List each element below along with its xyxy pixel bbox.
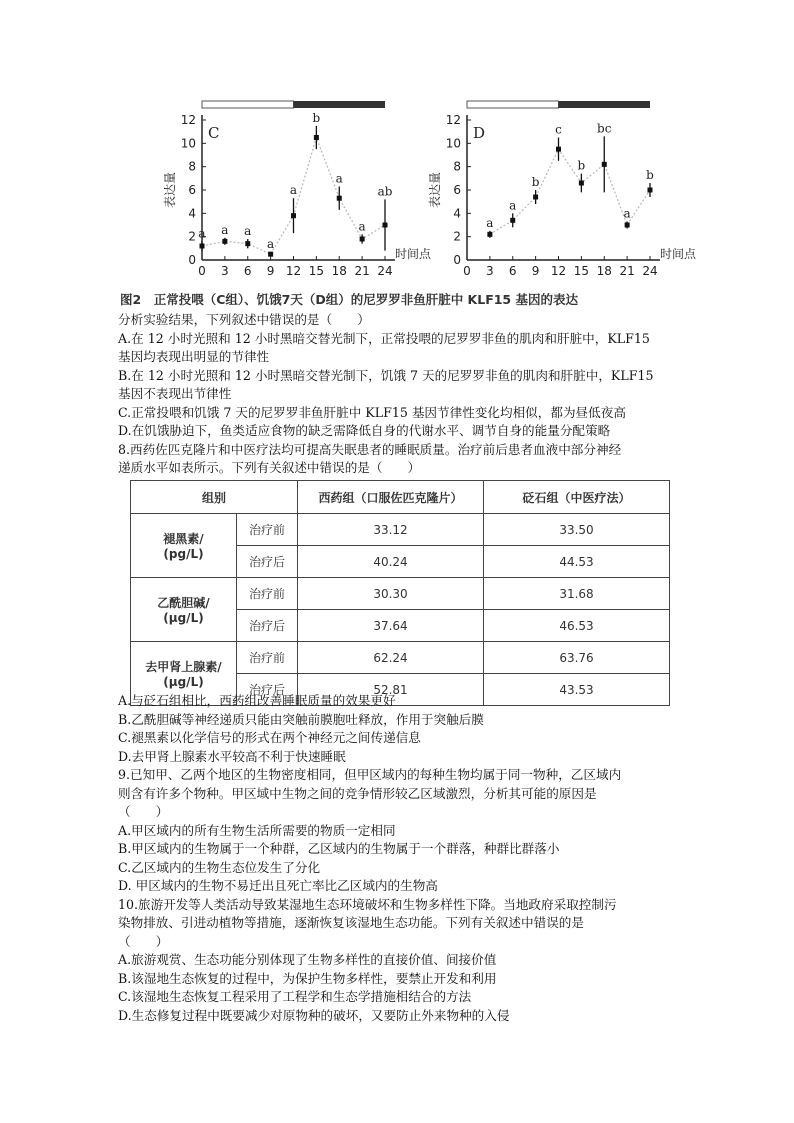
q7-option-b-cont: 基因不表现出节律性: [118, 386, 232, 401]
q10-option-b: B.该湿地生态恢复的过程中，为保护生物多样性，要禁止开发和利用: [118, 970, 497, 986]
stone-after: 44.53: [484, 546, 670, 578]
significance-label: a: [486, 215, 494, 230]
light-period-bar: [202, 101, 294, 108]
significance-label: ab: [377, 184, 393, 199]
west-before: 30.30: [298, 578, 484, 610]
figure-caption: 图2 正常投喂（C组）、饥饿7天（D组）的尼罗罗非鱼肝脏中 KLF15 基因的表达: [120, 292, 578, 307]
q8-stem-1: 8.西药佐匹克隆片和中医疗法均可提高失眠患者的睡眠质量。治疗前后患者血液中部分神经: [118, 441, 622, 457]
west-after: 37.64: [298, 610, 484, 642]
phase-before: 治疗前: [237, 514, 298, 546]
data-point: [245, 241, 250, 246]
data-point: [268, 252, 273, 257]
x-tick-label: 15: [573, 264, 590, 278]
q9-option-c: C.乙区域内的生物生态位发生了分化: [118, 859, 321, 875]
x-tick-label: 12: [285, 264, 302, 278]
panel-label: C: [208, 124, 220, 142]
phase-after: 治疗后: [237, 674, 298, 706]
x-tick-label: 21: [354, 264, 370, 278]
x-tick-label: 9: [266, 264, 275, 278]
row-unit: (pg/L): [163, 547, 204, 561]
significance-label: a: [244, 224, 252, 238]
stone-before: 63.76: [484, 642, 670, 674]
q7-option-b: B.在 12 小时光照和 12 小时黑暗交替光制下，饥饿 7 天的尼罗罗非鱼的肌肉和肝脏中，KLF15: [118, 367, 654, 383]
y-axis-label: 表达量: [163, 171, 177, 209]
data-point: [383, 223, 388, 228]
west-after: 52.81: [298, 674, 484, 706]
row-name-label: 褪黑素/: [163, 532, 204, 546]
data-point: [648, 188, 653, 193]
phase-after: 治疗后: [237, 546, 298, 578]
q10-stem-3: （ ）: [118, 933, 169, 949]
x-tick-label: 0: [198, 264, 206, 278]
y-tick-label: 2: [188, 229, 196, 244]
x-tick-label: 9: [531, 264, 540, 278]
x-tick-label: 6: [508, 264, 517, 278]
significance-label: b: [646, 168, 654, 182]
data-point: [360, 237, 365, 242]
header-west: 西药组（口服佐匹克隆片）: [298, 481, 484, 514]
q7-stem: 分析实验结果，下列叙述中错误的是（ ）: [118, 312, 370, 327]
y-tick-label: 6: [453, 183, 461, 197]
header-stone: 砭石组（中医疗法）: [484, 481, 670, 514]
x-tick-label: 12: [550, 264, 567, 278]
significance-label: b: [531, 175, 540, 189]
question-7: [118, 311, 678, 478]
q8-option-a: A.与砭石组相比，西药组改善睡眠质量的效果更好: [118, 693, 396, 708]
header-group: 组别: [131, 481, 298, 514]
x-tick-label: 18: [331, 264, 347, 278]
dark-period-bar: [559, 101, 651, 108]
chart-d: [425, 95, 697, 280]
q10-stem-2: 染物排放、引进动植物等措施，逐渐恢复该湿地生态功能。下列有关叙述中错误的是: [118, 915, 584, 930]
x-tick-label: 21: [619, 264, 635, 278]
q7-option-d: D.在饥饿胁迫下，鱼类适应食物的缺乏需降低自身的代谢水平、调节自身的能量分配策略: [118, 423, 611, 438]
q8-stem-2: 递质水平如表所示。下列有关叙述中错误的是（ ）: [118, 460, 421, 475]
row-name: [131, 514, 237, 578]
stone-after: 46.53: [484, 610, 670, 642]
phase-after: 治疗后: [237, 610, 298, 642]
significance-label: a: [221, 222, 229, 237]
row-unit: (μg/L): [163, 675, 204, 689]
y-tick-label: 10: [445, 136, 461, 151]
x-tick-label: 18: [596, 264, 612, 278]
data-point: [291, 213, 296, 218]
y-tick-label: 4: [188, 206, 196, 221]
y-tick-label: 0: [188, 253, 196, 267]
neurotransmitter-table: [130, 480, 670, 706]
row-name-label: 乙酰胆碱/: [157, 596, 210, 610]
significance-label: a: [267, 236, 275, 251]
x-tick-label: 24: [377, 264, 393, 278]
x-tick-label: 3: [221, 264, 229, 278]
q8-option-b: B.乙酰胆碱等神经递质只能由突触前膜胞吐释放，作用于突触后膜: [118, 711, 484, 727]
q10-stem-1: 10.旅游开发等人类活动导致某湿地生态环境破坏和生物多样性下降。当地政府采取控制污: [118, 896, 617, 912]
y-axis-label: 表达量: [428, 171, 442, 209]
q9-option-b: B.甲区域内的生物属于一个种群，乙区域内的生物属于一个群落，种群比群落小: [118, 841, 560, 856]
x-tick-label: 3: [486, 264, 494, 278]
y-tick-label: 4: [453, 206, 461, 221]
q8-option-c: C.褪黑素以化学信号的形式在两个神经元之间传递信息: [118, 730, 421, 745]
panel-label: D: [473, 124, 486, 142]
q7-option-c: C.正常投喂和饥饿 7 天的尼罗罗非鱼肝脏中 KLF15 基因节律性变化均相似，都为昼低夜高: [118, 404, 626, 420]
significance-label: bc: [597, 121, 612, 136]
y-tick-label: 12: [445, 113, 461, 127]
data-point: [487, 232, 492, 237]
phase-before: 治疗前: [237, 578, 298, 610]
figure-area: [160, 95, 697, 310]
chart-c: [160, 95, 432, 280]
stone-before: 33.50: [484, 514, 670, 546]
row-name-label: 去甲肾上腺素/: [145, 660, 222, 674]
table-row: [131, 578, 670, 610]
q8-option-d: D.去甲肾上腺素水平较高不利于快速睡眠: [118, 748, 346, 764]
y-tick-label: 8: [453, 159, 461, 174]
data-point: [222, 239, 227, 244]
significance-label: b: [312, 110, 321, 125]
stone-after: 43.53: [484, 674, 670, 706]
y-tick-label: 6: [188, 183, 196, 197]
question-8-options: [118, 692, 678, 1025]
q9-stem-3: （ ）: [118, 804, 169, 819]
y-tick-label: 2: [453, 229, 461, 244]
q10-option-c: C.该湿地生态恢复工程采用了工程学和生态学措施相结合的方法: [118, 989, 472, 1004]
significance-label: a: [335, 171, 343, 186]
data-point: [510, 218, 515, 223]
q7-option-a-cont: 基因均表现出明显的节律性: [118, 349, 270, 364]
row-unit: (μg/L): [163, 611, 204, 625]
y-tick-label: 8: [188, 159, 196, 174]
q9-stem-2: 则含有许多个物种。甲区域中生物之间的竞争情形较乙区域激烈，分析其可能的原因是: [118, 785, 597, 801]
light-period-bar: [467, 101, 559, 108]
q9-stem-1: 9.已知甲、乙两个地区的生物密度相同，但甲区域内的每种生物均属于同一物种，乙区域内: [118, 767, 622, 782]
y-tick-label: 0: [453, 253, 461, 267]
q9-option-d: D. 甲区域内的生物不易迁出且死亡率比乙区域内的生物高: [118, 878, 438, 893]
significance-label: c: [555, 122, 562, 137]
phase-before: 治疗前: [237, 642, 298, 674]
west-before: 62.24: [298, 642, 484, 674]
row-name: [131, 578, 237, 642]
west-before: 33.12: [298, 514, 484, 546]
significance-label: a: [509, 198, 517, 213]
x-tick-label: 6: [243, 264, 252, 278]
data-point: [314, 135, 319, 140]
significance-label: a: [623, 206, 631, 221]
x-tick-label: 0: [463, 264, 471, 278]
data-point: [625, 223, 630, 228]
data-point: [533, 195, 538, 200]
y-tick-label: 12: [180, 113, 196, 127]
data-point: [556, 147, 561, 152]
q10-option-a: A.旅游观赏、生态功能分别体现了生物多样性的直接价值、间接价值: [118, 952, 497, 967]
x-axis-label: 时间点: [659, 247, 697, 261]
x-tick-label: 15: [308, 264, 325, 278]
stone-before: 31.68: [484, 578, 670, 610]
x-tick-label: 24: [642, 264, 658, 278]
x-axis-label: 时间点: [394, 247, 432, 261]
table-header-row: [131, 481, 670, 514]
west-after: 40.24: [298, 546, 484, 578]
significance-label: a: [358, 219, 366, 234]
data-point: [337, 196, 342, 201]
q7-option-a: A.在 12 小时光照和 12 小时黑暗交替光制下，正常投喂的尼罗罗非鱼的肌肉和肝脏中，KLF15: [118, 330, 650, 346]
significance-label: a: [289, 183, 298, 198]
data-point: [200, 244, 205, 249]
y-tick-label: 10: [180, 136, 196, 151]
q10-option-d: D.生态修复过程中既要减少对原物种的破坏，又要防止外来物种的入侵: [118, 1007, 510, 1023]
table-row: [131, 514, 670, 546]
table-row: [131, 642, 670, 674]
q9-option-a: A.甲区域内的所有生物生活所需要的物质一定相同: [118, 822, 396, 838]
significance-label: a: [198, 226, 206, 241]
significance-label: b: [577, 158, 586, 173]
dark-period-bar: [294, 101, 386, 108]
data-point: [579, 181, 584, 186]
data-point: [602, 162, 607, 167]
